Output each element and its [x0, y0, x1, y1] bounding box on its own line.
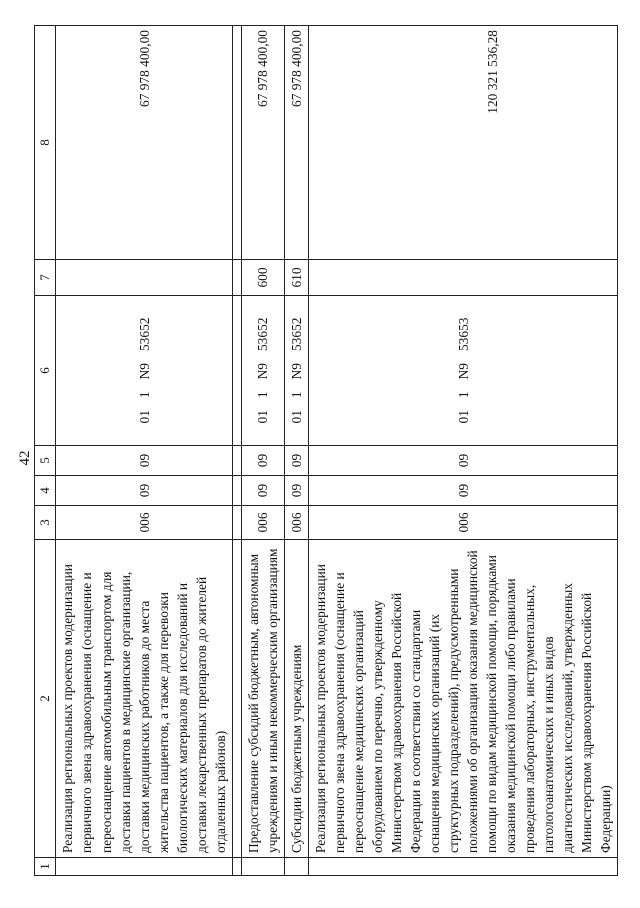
table-row: [241, 26, 284, 876]
csr-part: N9: [136, 363, 152, 380]
csr-part: 01: [455, 410, 471, 424]
csr-part: 53652: [255, 317, 271, 352]
csr-part: 1: [455, 391, 471, 399]
table-row: [56, 26, 232, 876]
section-code: 09: [241, 476, 284, 506]
column-header: 8: [35, 26, 56, 260]
subsection-code: 09: [241, 446, 284, 476]
table-row: [284, 26, 308, 876]
csr-part: N9: [455, 363, 471, 380]
csr-part: 01: [255, 410, 271, 424]
csr-part: 53653: [455, 317, 471, 352]
csr-part: N9: [288, 363, 304, 380]
csr-part: N9: [255, 363, 271, 380]
column-header: 2: [35, 540, 56, 858]
row-description: Реализация региональных проектов модернизации первичного звена здравоохранения (оснащение и переоснащение автомобильным транспортом для доставки пациентов в медицинские организации, доставки медицинских работников до места жительства пациентов, а также для перевозки биологических материалов для исследований и доставки лекарственных препаратов до жителей отдаленных районов): [56, 540, 232, 858]
target-article-code: [284, 296, 308, 446]
column-header: 6: [35, 296, 56, 446]
ministry-code: 006: [308, 506, 618, 540]
expense-type-code: 600: [241, 260, 284, 296]
column-header: 1: [35, 858, 56, 876]
subsection-code: 09: [308, 446, 618, 476]
section-code: 09: [56, 476, 232, 506]
target-article-code: [308, 296, 618, 446]
table-row: [308, 26, 618, 876]
csr-part: 1: [136, 391, 152, 399]
row-description: Реализация региональных проектов модернизации первичного звена здравоохранения (оснащение и переоснащение медицинских организаций оборудованием по перечню, утвержденному Министерством здравоохранения Российской Федерации в соответствии со стандартами оснащения медицинских организаций (их структурных подразделений), предусмотренными положениями об организации оказания медицинской помощи по видам медицинской помощи, порядками оказания медицинской помощи либо правилами проведения лабораторных, инструментальных, патологоанатомических и иных видов диагностических исследований, утвержденных Министерством здравоохранения Российской Федерации): [308, 540, 618, 858]
column-header: 4: [35, 476, 56, 506]
table-header-row: [35, 26, 56, 876]
expense-type-code: [56, 260, 232, 296]
amount-value: 67 978 400,00: [56, 26, 232, 260]
page-number: 42: [17, 450, 33, 466]
csr-part: 1: [288, 391, 304, 399]
section-code: 09: [284, 476, 308, 506]
csr-part: 1: [255, 391, 271, 399]
target-article-code: [241, 296, 284, 446]
column-header: 7: [35, 260, 56, 296]
column-header: 5: [35, 446, 56, 476]
expense-type-code: [308, 260, 618, 296]
subsection-code: 09: [56, 446, 232, 476]
csr-part: 01: [136, 410, 152, 424]
row-description: Субсидии бюджетным учреждениям: [284, 540, 308, 858]
ministry-code: 006: [241, 506, 284, 540]
ministry-code: 006: [284, 506, 308, 540]
target-article-code: [56, 296, 232, 446]
amount-value: 67 978 400,00: [241, 26, 284, 260]
ministry-code: 006: [56, 506, 232, 540]
budget-table: [34, 25, 618, 876]
section-code: 09: [308, 476, 618, 506]
amount-value: 67 978 400,00: [284, 26, 308, 260]
csr-part: 01: [288, 410, 304, 424]
subsection-code: 09: [284, 446, 308, 476]
amount-value: 120 321 536,28: [308, 26, 618, 260]
expense-type-code: 610: [284, 260, 308, 296]
column-header: 3: [35, 506, 56, 540]
csr-part: 53652: [288, 317, 304, 352]
csr-part: 53652: [136, 317, 152, 352]
row-description: Предоставление субсидий бюджетным, автономным учреждениям и иным некоммерческим организациям: [241, 540, 284, 858]
